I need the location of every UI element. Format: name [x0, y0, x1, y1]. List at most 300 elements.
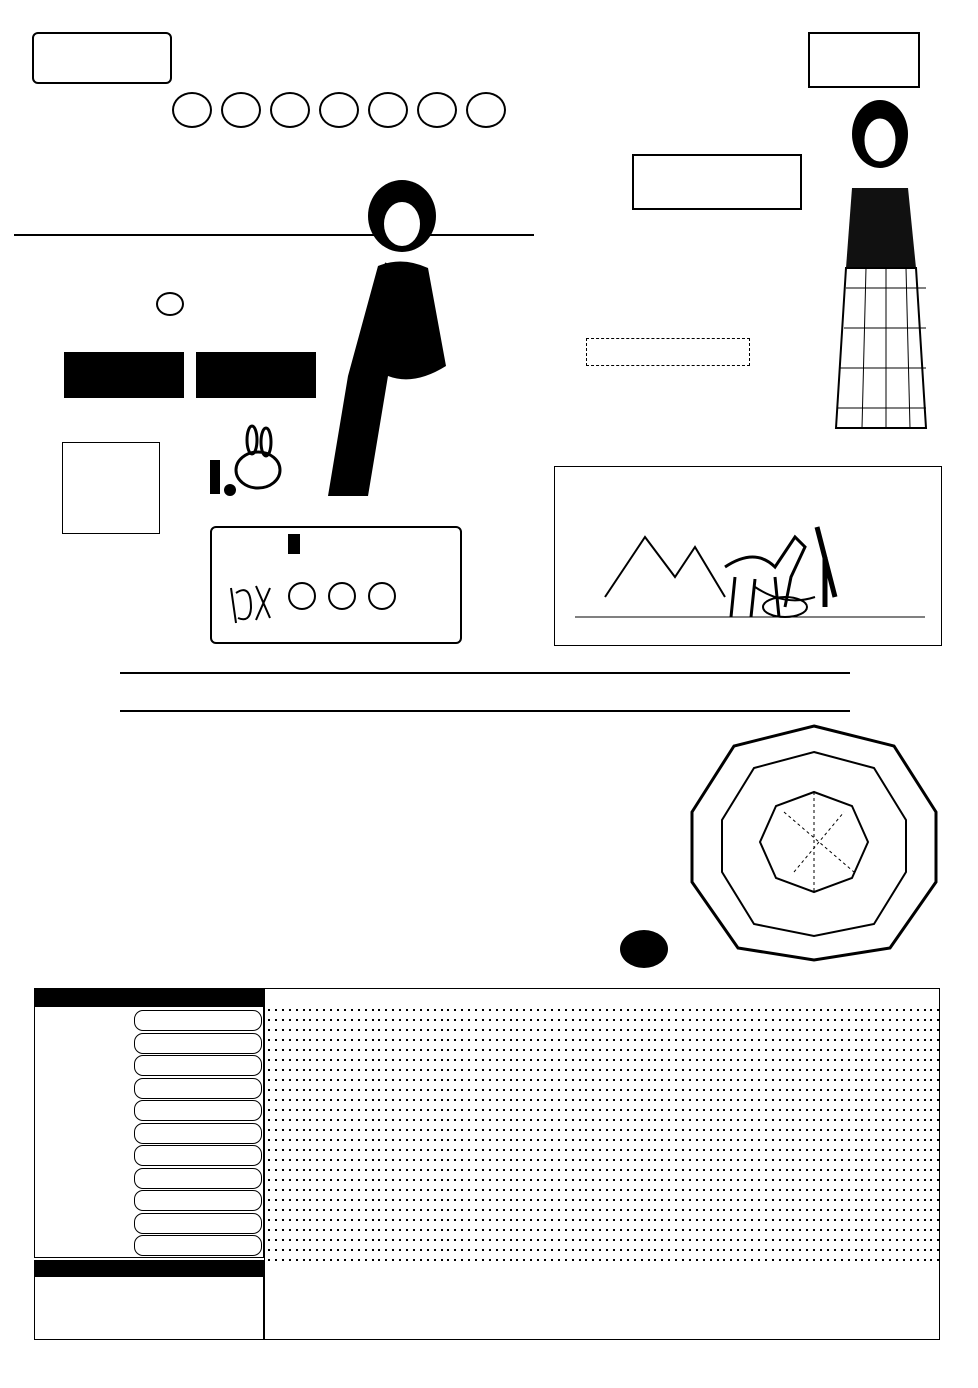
grid-dot — [461, 1079, 463, 1081]
grid-dot — [579, 1179, 581, 1181]
grid-dot — [551, 1139, 553, 1141]
grid-dot — [296, 1079, 298, 1081]
grid-dot — [503, 1069, 505, 1071]
grid-dot — [758, 1229, 760, 1231]
grid-dot — [613, 1239, 615, 1241]
grid-dot — [461, 1149, 463, 1151]
secret-map-doodle — [226, 578, 276, 628]
grid-dot — [841, 1119, 843, 1121]
grid-dot — [275, 1119, 277, 1121]
grid-dot — [820, 1159, 822, 1161]
grid-dot — [710, 1209, 712, 1211]
grid-dot — [268, 1139, 270, 1141]
grid-dot — [641, 1069, 643, 1071]
grid-dot — [703, 1049, 705, 1051]
grid-dot — [372, 1069, 374, 1071]
tag-odd — [196, 352, 316, 398]
grid-dot — [765, 1159, 767, 1161]
grid-dot — [351, 1059, 353, 1061]
grid-dot — [406, 1019, 408, 1021]
grid-dot — [827, 1029, 829, 1031]
grid-dot — [323, 1249, 325, 1251]
grid-dot — [461, 1169, 463, 1171]
grid-dot — [896, 1049, 898, 1051]
grid-dot — [303, 1239, 305, 1241]
grid-dot — [599, 1169, 601, 1171]
grid-dot — [337, 1159, 339, 1161]
grid-dot — [378, 1239, 380, 1241]
grid-dot — [744, 1019, 746, 1021]
grid-dot — [723, 1019, 725, 1021]
grid-dot — [309, 1259, 311, 1261]
grid-dot — [344, 1219, 346, 1221]
grid-dot — [917, 1049, 919, 1051]
grid-dot — [489, 1209, 491, 1211]
grid-dot — [358, 1239, 360, 1241]
grid-dot — [565, 1139, 567, 1141]
grid-dot — [523, 1179, 525, 1181]
grid-dot — [848, 1109, 850, 1111]
grid-dot — [330, 1199, 332, 1201]
grid-dot — [896, 1219, 898, 1221]
grid-dot — [537, 1239, 539, 1241]
grid-dot — [613, 1169, 615, 1171]
grid-dot — [296, 1109, 298, 1111]
grid-dot — [744, 1169, 746, 1171]
grid-dot — [882, 1139, 884, 1141]
grid-dot — [482, 1179, 484, 1181]
grid-dot — [516, 1059, 518, 1061]
grid-dot — [827, 1249, 829, 1251]
grid-dot — [510, 1129, 512, 1131]
grid-dot — [648, 1189, 650, 1191]
grid-dot — [516, 1109, 518, 1111]
grid-dot — [634, 1249, 636, 1251]
grid-dot — [489, 1159, 491, 1161]
grid-dot — [792, 1159, 794, 1161]
grid-dot — [875, 1169, 877, 1171]
grid-dot — [751, 1239, 753, 1241]
grid-dot — [454, 1029, 456, 1031]
grid-dot — [786, 1219, 788, 1221]
grid-dot — [351, 1069, 353, 1071]
grid-dot — [834, 1029, 836, 1031]
grid-dot — [399, 1049, 401, 1051]
grid-dot — [648, 1089, 650, 1091]
grid-dot — [848, 1149, 850, 1151]
grid-dot — [806, 1119, 808, 1121]
grid-dot — [903, 1179, 905, 1181]
grid-dot — [703, 1009, 705, 1011]
grid-dot — [730, 1239, 732, 1241]
grid-dot — [468, 1129, 470, 1131]
grid-dot — [420, 1009, 422, 1011]
grid-dot — [330, 1169, 332, 1171]
original-badge — [808, 32, 920, 88]
grid-dot — [903, 1149, 905, 1151]
grid-dot — [523, 1139, 525, 1141]
grid-dot — [441, 1039, 443, 1041]
grid-dot — [434, 1089, 436, 1091]
grid-dot — [696, 1179, 698, 1181]
grid-dot — [282, 1019, 284, 1021]
grid-dot — [930, 1059, 932, 1061]
grid-dot — [696, 1079, 698, 1081]
grid-dot — [544, 1139, 546, 1141]
grid-dot — [516, 1169, 518, 1171]
grid-dot — [530, 1169, 532, 1171]
grid-dot — [330, 1159, 332, 1161]
grid-dot — [627, 1239, 629, 1241]
grid-dot — [316, 1039, 318, 1041]
grid-dot — [441, 1139, 443, 1141]
grid-dot — [309, 1229, 311, 1231]
grid-dot — [661, 1249, 663, 1251]
grid-dot — [765, 1149, 767, 1151]
grid-dot — [303, 1119, 305, 1121]
grid-dot — [903, 1119, 905, 1121]
grid-dot — [786, 1099, 788, 1101]
grid-dot — [399, 1019, 401, 1021]
grid-dot — [351, 1239, 353, 1241]
grid-dot — [779, 1059, 781, 1061]
grid-dot — [917, 1009, 919, 1011]
grid-dot — [882, 1069, 884, 1071]
grid-dot — [323, 1209, 325, 1211]
grid-dot — [675, 1159, 677, 1161]
grid-dot — [537, 1109, 539, 1111]
grid-dot — [668, 1199, 670, 1201]
grid-dot — [930, 1109, 932, 1111]
grid-dot — [689, 1199, 691, 1201]
grid-dot — [289, 1249, 291, 1251]
grid-dot — [710, 1229, 712, 1231]
grid-dot — [765, 1009, 767, 1011]
grid-dot — [579, 1169, 581, 1171]
grid-dot — [779, 1099, 781, 1101]
grid-dot — [841, 1019, 843, 1021]
grid-dot — [461, 1249, 463, 1251]
grid-dot — [468, 1099, 470, 1101]
grid-dot — [827, 1189, 829, 1191]
grid-dot — [751, 1199, 753, 1201]
model-figure — [816, 88, 934, 448]
grid-dot — [392, 1129, 394, 1131]
grid-dot — [910, 1149, 912, 1151]
grid-dot — [648, 1009, 650, 1011]
grid-dot — [289, 1179, 291, 1181]
grid-dot — [323, 1259, 325, 1261]
grid-dot — [289, 1259, 291, 1261]
grid-dot — [723, 1149, 725, 1151]
grid-dot — [654, 1119, 656, 1121]
grid-dot — [599, 1209, 601, 1211]
grid-dot — [427, 1109, 429, 1111]
grid-dot — [599, 1239, 601, 1241]
grid-dot — [351, 1079, 353, 1081]
grid-dot — [303, 1079, 305, 1081]
grid-dot — [413, 1079, 415, 1081]
grid-dot — [917, 1189, 919, 1191]
grid-dot — [820, 1179, 822, 1181]
grid-dot — [385, 1019, 387, 1021]
grid-dot — [358, 1259, 360, 1261]
grid-dot — [882, 1179, 884, 1181]
slogan-box — [32, 32, 172, 84]
grid-dot — [316, 1069, 318, 1071]
grid-dot — [723, 1179, 725, 1181]
grid-dot — [572, 1089, 574, 1091]
grid-dot — [323, 1069, 325, 1071]
grid-dot — [772, 1059, 774, 1061]
grid-dot — [896, 1259, 898, 1261]
grid-dot — [613, 1159, 615, 1161]
grid-dot — [820, 1239, 822, 1241]
grid-dot — [620, 1199, 622, 1201]
grid-dot — [717, 1189, 719, 1191]
grid-dot — [516, 1229, 518, 1231]
grid-dot — [799, 1229, 801, 1231]
grid-dot — [489, 1029, 491, 1031]
grid-dot — [337, 1229, 339, 1231]
grid-dot — [930, 1239, 932, 1241]
grid-dot — [282, 1249, 284, 1251]
grid-dot — [392, 1169, 394, 1171]
grid-dot — [875, 1089, 877, 1091]
grid-dot — [537, 1189, 539, 1191]
grid-dot — [634, 1049, 636, 1051]
grid-dot — [717, 1139, 719, 1141]
grid-dot — [861, 1129, 863, 1131]
grid-dot — [924, 1089, 926, 1091]
grid-dot — [337, 1089, 339, 1091]
grid-dot — [510, 1139, 512, 1141]
grid-dot — [779, 1139, 781, 1141]
grid-dot — [358, 1079, 360, 1081]
grid-dot — [661, 1199, 663, 1201]
grid-dot — [723, 1139, 725, 1141]
grid-dot — [937, 1189, 939, 1191]
grid-dot — [772, 1049, 774, 1051]
grid-dot — [441, 1079, 443, 1081]
grid-dot — [344, 1179, 346, 1181]
grid-dot — [351, 1039, 353, 1041]
grid-dot — [717, 1069, 719, 1071]
grid-dot — [613, 1029, 615, 1031]
grid-dot — [399, 1199, 401, 1201]
grid-dot — [703, 1239, 705, 1241]
grid-dot — [606, 1179, 608, 1181]
grid-dot — [330, 1219, 332, 1221]
grid-dot — [792, 1079, 794, 1081]
grid-dot — [875, 1029, 877, 1031]
grid-dot — [924, 1199, 926, 1201]
grid-dot — [606, 1209, 608, 1211]
grid-dot — [606, 1079, 608, 1081]
grid-dot — [710, 1259, 712, 1261]
summary-row — [35, 1322, 263, 1337]
grid-dot — [668, 1009, 670, 1011]
grid-dot — [779, 1029, 781, 1031]
grid-dot — [337, 1249, 339, 1251]
grid-dot — [882, 1169, 884, 1171]
mystic-banner — [120, 672, 850, 712]
grid-dot — [924, 1139, 926, 1141]
grid-dot — [268, 1049, 270, 1051]
grid-dot — [372, 1059, 374, 1061]
grid-dot — [592, 1209, 594, 1211]
grid-dot — [468, 1159, 470, 1161]
grid-dot — [737, 1259, 739, 1261]
grid-dot — [654, 1219, 656, 1221]
grid-dot — [482, 1059, 484, 1061]
grid-dot — [717, 1249, 719, 1251]
grid-dot — [730, 1139, 732, 1141]
grid-dot — [882, 1209, 884, 1211]
grid-dot — [282, 1009, 284, 1011]
grid-dot — [903, 1079, 905, 1081]
grid-dot — [413, 1159, 415, 1161]
grid-dot — [275, 1079, 277, 1081]
grid-dot — [323, 1109, 325, 1111]
grid-dot — [530, 1149, 532, 1151]
grid-dot — [413, 1019, 415, 1021]
grid-dot — [806, 1159, 808, 1161]
grid-dot — [627, 1119, 629, 1121]
grid-dot — [751, 1089, 753, 1091]
grid-dot — [289, 1239, 291, 1241]
grid-dot — [496, 1019, 498, 1021]
grid-dot — [641, 1119, 643, 1121]
grid-dot — [827, 1259, 829, 1261]
grid-dot — [696, 1049, 698, 1051]
grid-dot — [634, 1209, 636, 1211]
grid-dot — [579, 1189, 581, 1191]
grid-dot — [641, 1249, 643, 1251]
grid-dot — [385, 1219, 387, 1221]
grid-dot — [903, 1189, 905, 1191]
grid-dot — [696, 1139, 698, 1141]
grid-dot — [447, 1109, 449, 1111]
grid-dot — [648, 1099, 650, 1101]
grid-dot — [385, 1129, 387, 1131]
grid-dot — [323, 1179, 325, 1181]
grid-dot — [841, 1229, 843, 1231]
grid-dot — [475, 1139, 477, 1141]
grid-dot — [489, 1199, 491, 1201]
grid-dot — [758, 1239, 760, 1241]
grid-dot — [510, 1009, 512, 1011]
grid-dot — [675, 1009, 677, 1011]
grid-dot — [779, 1049, 781, 1051]
grid-dot — [806, 1139, 808, 1141]
grid-dot — [889, 1109, 891, 1111]
grid-dot — [289, 1119, 291, 1121]
grid-dot — [385, 1229, 387, 1231]
grid-dot — [427, 1219, 429, 1221]
grid-dot — [303, 1039, 305, 1041]
grid-dot — [351, 1219, 353, 1221]
grid-dot — [634, 1099, 636, 1101]
grid-dot — [537, 1259, 539, 1261]
grid-dot — [275, 1019, 277, 1021]
grid-dot — [365, 1009, 367, 1011]
grid-dot — [275, 1029, 277, 1031]
grid-dot — [910, 1229, 912, 1231]
grid-dot — [723, 1109, 725, 1111]
grid-dot — [648, 1209, 650, 1211]
horse-scene — [555, 467, 941, 645]
grid-dot — [579, 1129, 581, 1131]
grid-dot — [344, 1209, 346, 1211]
grid-dot — [503, 1079, 505, 1081]
grid-dot — [717, 1079, 719, 1081]
grid-dot — [758, 1079, 760, 1081]
grid-dot — [344, 1199, 346, 1201]
grid-dot — [434, 1189, 436, 1191]
grid-dot — [654, 1159, 656, 1161]
grid-dot — [275, 1159, 277, 1161]
grid-dot — [503, 1039, 505, 1041]
grid-dot — [565, 1019, 567, 1021]
grid-dot — [937, 1179, 939, 1181]
grid-dot — [910, 1239, 912, 1241]
grid-dot — [627, 1209, 629, 1211]
grid-dot — [496, 1259, 498, 1261]
grid-dot — [917, 1169, 919, 1171]
grid-dot — [475, 1239, 477, 1241]
grid-dot — [378, 1229, 380, 1231]
grid-dot — [461, 1209, 463, 1211]
grid-dot — [744, 1119, 746, 1121]
grid-dot — [523, 1099, 525, 1101]
grid-dot — [710, 1129, 712, 1131]
grid-dot — [634, 1079, 636, 1081]
grid-dot — [344, 1249, 346, 1251]
special-number — [156, 292, 184, 316]
grid-dot — [592, 1029, 594, 1031]
grid-dot — [447, 1169, 449, 1171]
grid-dot — [592, 1159, 594, 1161]
grid-dot — [744, 1149, 746, 1151]
grid-dot — [910, 1209, 912, 1211]
grid-dot — [544, 1179, 546, 1181]
grid-dot — [468, 1019, 470, 1021]
grid-dot — [427, 1059, 429, 1061]
grid-dot — [765, 1109, 767, 1111]
grid-dot — [592, 1059, 594, 1061]
grid-dot — [268, 1159, 270, 1161]
grid-dot — [268, 1199, 270, 1201]
grid-dot — [675, 1079, 677, 1081]
grid-dot — [682, 1149, 684, 1151]
grid-dot — [730, 1069, 732, 1071]
grid-dot — [461, 1039, 463, 1041]
grid-dot — [606, 1239, 608, 1241]
grid-dot — [806, 1129, 808, 1131]
grid-dot — [758, 1089, 760, 1091]
grid-dot — [523, 1219, 525, 1221]
grid-dot — [648, 1219, 650, 1221]
grid-dot — [496, 1009, 498, 1011]
grid-dot — [323, 1219, 325, 1221]
grid-dot — [648, 1049, 650, 1051]
grid-dot — [930, 1179, 932, 1181]
grid-dot — [454, 1119, 456, 1121]
grid-dot — [917, 1199, 919, 1201]
grid-dot — [565, 1059, 567, 1061]
left-border-strip — [2, 60, 14, 1360]
